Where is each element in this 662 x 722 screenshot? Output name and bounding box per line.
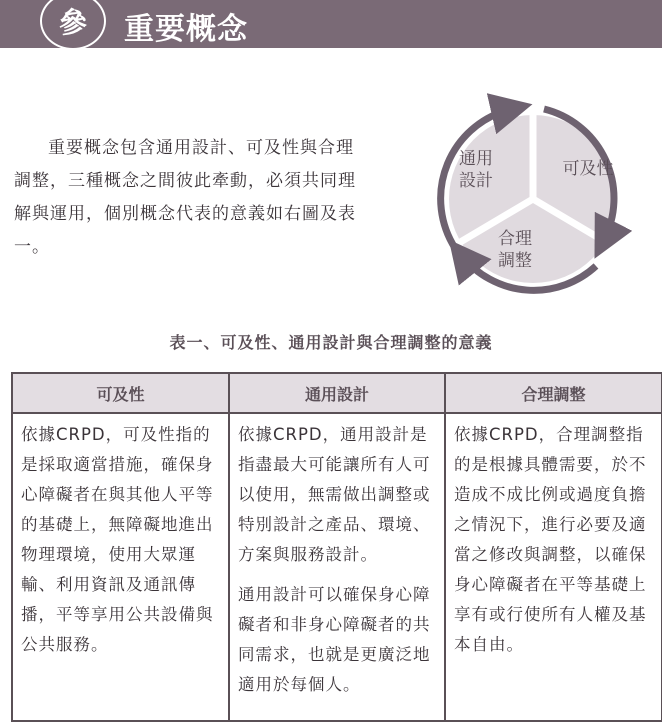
segment-label-universal-1: 通用 — [459, 149, 493, 168]
intro-paragraph — [14, 132, 370, 264]
concepts-table — [11, 372, 662, 722]
segment-label-accessibility: 可及性 — [562, 159, 614, 178]
section-title: 重要概念 — [124, 12, 248, 47]
header-reasonable-accommodation: 合理調整 — [445, 373, 662, 413]
table-caption: 表一、可及性、通用設計與合理調整的意義 — [169, 333, 493, 352]
cell-text: 依據CRPD，通用設計是指盡最大可能讓所有人可以使用，無需做出調整或特別設計之產品、環境、方案與服務設計。 — [238, 425, 431, 564]
cell-reasonable-accommodation — [445, 413, 662, 721]
cell-text: 通用設計可以確保身心障礙者和非身心障礙者的共同需求，也就是更廣泛地適用於每個人。 — [238, 585, 431, 694]
intro-text: 重要概念包含通用設計、可及性與合理調整，三種概念之間彼此牽動，必須共同理解與運用，個別概念代表的意義如右圖及表一。 — [14, 138, 356, 257]
cell-accessibility — [12, 413, 229, 721]
header-accessibility: 可及性 — [12, 373, 229, 413]
cell-text: 依據CRPD，合理調整指的是根據具體需要，於不造成不成比例或過度負擔之情況下，進行必要及適當之修改與調整，以確保身心障礙者在平等基礎上享有或行使所有人權及基本自由。 — [454, 425, 647, 654]
header-banner — [0, 0, 662, 48]
cell-universal-design — [229, 413, 445, 721]
header-universal-design: 通用設計 — [229, 373, 445, 413]
segment-label-universal-2: 設計 — [459, 171, 493, 190]
section-number-badge: 參 — [40, 0, 106, 50]
concept-cycle-diagram — [426, 92, 640, 306]
table-row — [12, 413, 662, 721]
segment-label-reasonable-1: 合理 — [498, 229, 532, 248]
cell-text: 依據CRPD，可及性指的是採取適當措施，確保身心障礙者在與其他人平等的基礎上，無障礙地進出物理環境，使用大眾運輸、利用資訊及通訊傳播，平等享用公共設備與公共服務。 — [21, 425, 214, 654]
table-header-row — [12, 373, 662, 413]
segment-label-reasonable-2: 調整 — [498, 251, 532, 270]
